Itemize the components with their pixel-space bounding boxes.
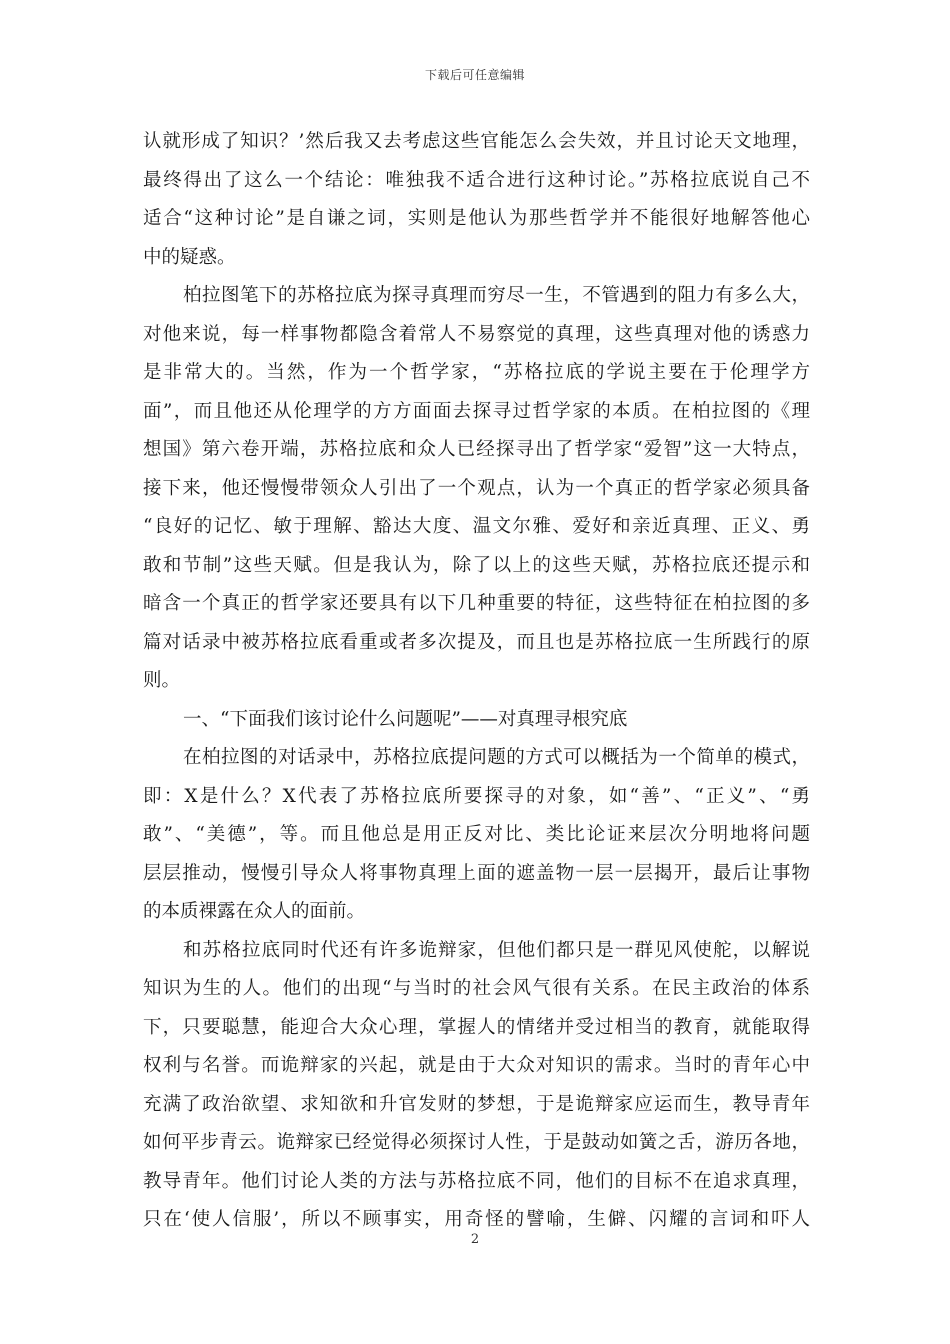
text-line: 的本质裸露在众人的面前。 (143, 901, 366, 922)
text-line: 暗含一个真正的哲学家还要具有以下几种重要的特征，这些特征在柏拉图的多 (143, 593, 810, 614)
text-line: 对他来说，每一样事物都隐含着常人不易察觉的真理，这些真理对他的诱惑力 (143, 323, 810, 345)
text-line: 只在‘使人信服’，所以不顾事实，用奇怪的譬喻，生僻、闪耀的言词和吓人 (143, 1209, 810, 1230)
text-line: 想国》第六卷开端，苏格拉底和众人已经探寻出了哲学家“爱智”这一大特点， (143, 439, 810, 460)
text-line: 认就形成了知识？’然后我又去考虑这些官能怎么会失效，并且讨论天文地理， (143, 131, 810, 152)
text-line: 知识为生的人。他们的出现“与当时的社会风气很有关系。在民主政治的体系 (143, 978, 810, 999)
text-line: “良好的记忆、敏于理解、豁达大度、温文尔雅、爱好和亲近真理、正义、勇 (143, 516, 810, 537)
text-line: 层层推动，慢慢引导众人将事物真理上面的遮盖物一层一层揭开，最后让事物 (143, 862, 810, 884)
document-body (143, 123, 810, 1240)
text-line: 充满了政治欲望、求知欲和升官发财的梦想，于是诡辩家应运而生，教导青年 (143, 1093, 810, 1115)
text-line: 下，只要聪慧，能迎合大众心理，掌握人的情绪并受过相当的教育，就能取得 (143, 1016, 810, 1038)
text-line: 篇对话录中被苏格拉底看重或者多次提及，而且也是苏格拉底一生所践行的原 (143, 631, 810, 653)
section-heading: 一、“下面我们该讨论什么问题呢”——对真理寻根究底 (183, 708, 628, 730)
text-line: 敢”、“美德”，等。而且他总是用正反对比、类比论证来层次分明地将问题 (143, 824, 810, 845)
text-line: 适合“这种讨论”是自谦之词，实则是他认为那些哲学并不能很好地解答他心 (143, 208, 810, 229)
text-line: 接下来，他还慢慢带领众人引出了一个观点，认为一个真正的哲学家必须具备 (143, 477, 810, 499)
page-header: 下载后可任意编辑 (424, 68, 525, 82)
text-line: 敢和节制”这些天赋。但是我认为，除了以上的这些天赋，苏格拉底还提示和 (143, 554, 810, 576)
text-line: 如何平步青云。诡辩家已经觉得必须探讨人性，于是鼓动如簧之舌，游历各地， (143, 1132, 810, 1153)
text-line: 中的疑惑。 (143, 246, 236, 268)
page-number: 2 (470, 1232, 480, 1247)
paragraph-first-line: 和苏格拉底同时代还有许多诡辩家，但他们都只是一群见风使舵，以解说 (183, 939, 810, 961)
text-line: 是非常大的。当然，作为一个哲学家，“苏格拉底的学说主要在于伦理学方 (143, 362, 810, 383)
text-line: 面”，而且他还从伦理学的方方面面去探寻过哲学家的本质。在柏拉图的《理 (143, 400, 810, 422)
text-line: 则。 (143, 670, 181, 691)
paragraph-first-line: 在柏拉图的对话录中，苏格拉底提问题的方式可以概括为一个简单的模式， (183, 747, 810, 768)
text-line: 最终得出了这么一个结论：唯独我不适合进行这种讨论。”苏格拉底说自己不 (143, 169, 810, 191)
text-line: 权利与名誉。而诡辩家的兴起，就是由于大众对知识的需求。当时的青年心中 (143, 1055, 810, 1076)
text-line: 即：X是什么？X代表了苏格拉底所要探寻的对象，如“善”、“正义”、“勇 (143, 785, 810, 807)
text-line: 教导青年。他们讨论人类的方法与苏格拉底不同，他们的目标不在追求真理， (143, 1170, 810, 1192)
paragraph-first-line: 柏拉图笔下的苏格拉底为探寻真理而穷尽一生，不管遇到的阻力有多么大， (183, 285, 810, 306)
